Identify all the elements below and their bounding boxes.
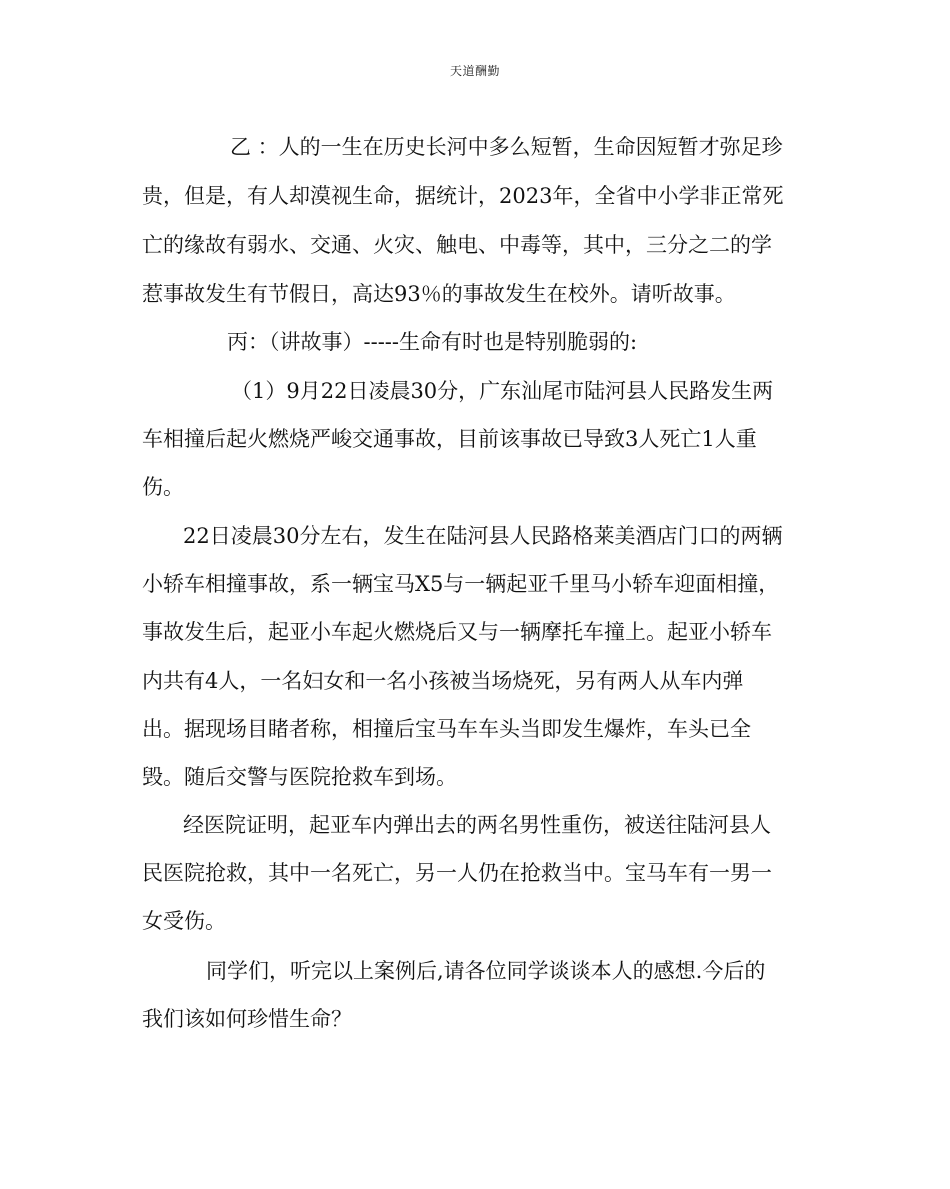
text-line: 车相撞后起火燃烧严峻交通事故，目前该事故已导致3人死亡1人重 [142, 427, 757, 451]
text-line: 内共有4人，一名妇女和一名小孩被当场烧死，另有两人从车内弹 [142, 669, 744, 693]
text-line: 贵，但是，有人却漠视生命，据统计，2023年，全省中小学非正常死 [142, 184, 784, 208]
text-line: 惹事故发生有节假日，高达93％的事故发生在校外。请听故事。 [142, 282, 736, 306]
text-line: 伤。 [142, 475, 184, 499]
text-line: 女受伤。 [142, 909, 226, 933]
page-header: 天道酬勤 [449, 64, 500, 78]
text-line: 民医院抢救，其中一名死亡，另一人仍在抢救当中。宝马车有一男一 [142, 861, 772, 885]
text-line: 出。据现场目睹者称，相撞后宝马车车头当即发生爆炸，车头已全 [142, 717, 751, 741]
text-line: 22日凌晨30分左右，发生在陆河县人民路格莱美酒店门口的两辆 [183, 524, 783, 548]
text-line: 丙：（讲故事）-----生命有时也是特别脆弱的: [227, 330, 638, 354]
text-line: 乙 ：人的一生在历史长河中多么短暂，生命因短暂才弥足珍 [230, 135, 783, 159]
text-line: （1）9月22日凌晨30分，广东汕尾市陆河县人民路发生两 [231, 379, 774, 403]
text-line: 小轿车相撞事故，系一辆宝马X5与一辆起亚千里马小轿车迎面相撞， [142, 572, 780, 596]
text-line: 亡的缘故有弱水、交通、火灾、触电、中毒等，其中，三分之二的学 [142, 233, 772, 257]
text-line: 经医院证明，起亚车内弹出去的两名男性重伤，被送往陆河县人 [183, 813, 771, 837]
text-line: 我们该如何珍惜生命？ [142, 1007, 352, 1031]
text-line: 事故发生后，起亚小车起火燃烧后又与一辆摩托车撞上。起亚小轿车 [142, 620, 772, 644]
text-line: 毁。随后交警与医院抢救车到场。 [142, 765, 457, 789]
text-line: 同学们，听完以上案例后,请各位同学谈谈本人的感想.今后的 [206, 959, 766, 983]
